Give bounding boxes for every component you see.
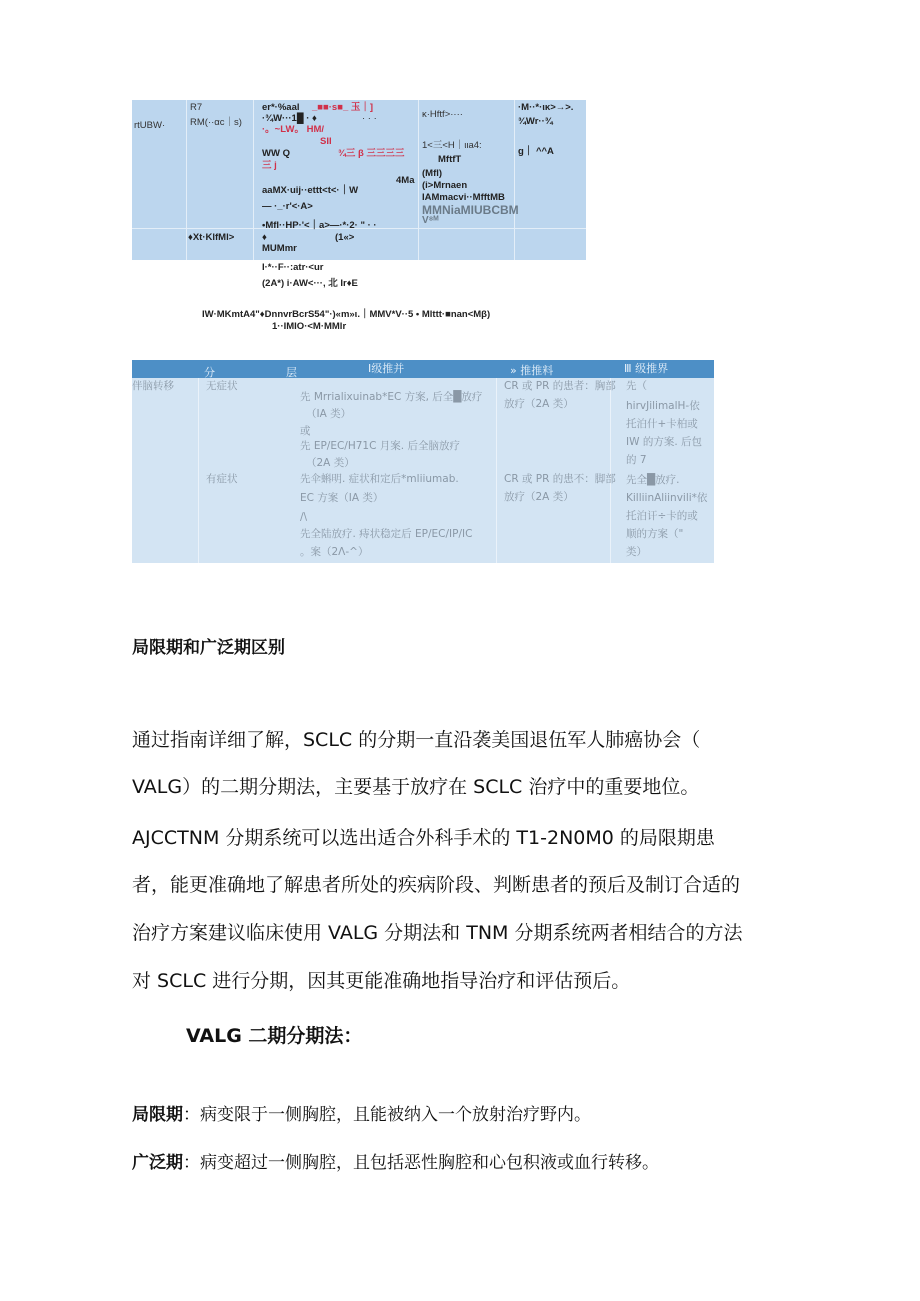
table-cell: R7 bbox=[190, 102, 203, 113]
table-cell: •Mfl··HP·'<｜a>—·*·2· " · · bbox=[262, 220, 377, 231]
table-divider bbox=[514, 100, 515, 260]
table-header-cell: » 推推料 bbox=[510, 364, 554, 377]
table-header-cell: Ⅰ级推并 bbox=[368, 362, 405, 375]
table-cell: RM(··αc｜s) bbox=[190, 117, 242, 128]
table-cell: ¾Wr··¾ bbox=[518, 116, 553, 127]
table-cell: 4Ma bbox=[396, 175, 415, 186]
table-cell: CR 或 PR 的患者：胸部 bbox=[504, 380, 616, 392]
definition-term: 局限期 bbox=[132, 1105, 183, 1125]
table-header bbox=[132, 360, 714, 378]
table-cell: 先 Mrrialixuinab*EC 方案, 后全█放疗 bbox=[300, 391, 483, 403]
definition-limited-stage bbox=[132, 1100, 591, 1125]
table-cell: （IA 类） bbox=[306, 408, 352, 420]
definition-text: ：病变限于一侧胸腔，且能被纳入一个放射治疗野内。 bbox=[183, 1105, 591, 1125]
paragraph-line: 者，能更准确地了解患者所处的疾病阶段、判断患者的预后及制订合适的 bbox=[132, 874, 741, 896]
table-cell: _■■·s■_ 玉｜] bbox=[312, 102, 374, 113]
table-cell: MftfT bbox=[438, 154, 462, 165]
paragraph-line: VALG）的二期分期法，主要基于放疗在 SCLC 治疗中的重要地位。 bbox=[132, 776, 700, 798]
table-cell: 先伞蝌明. 症状和定后*mliiumab. bbox=[300, 473, 459, 485]
table-cell: aaMX·uij··ettt<t<·｜W bbox=[262, 185, 359, 196]
guideline-table-brain-metastasis bbox=[132, 360, 714, 563]
table-cell: EC 方案（IA 类） bbox=[300, 492, 384, 504]
table-cell: ·。~LW。 HM/ bbox=[262, 124, 325, 135]
table-cell: 托泊什+卡柏或 bbox=[626, 418, 698, 430]
table-cell: 先 EP/EC/H71C 月案. 后全脑放疗 bbox=[300, 440, 460, 452]
table-cell: 先（ bbox=[626, 380, 647, 392]
table-cell: ♦ bbox=[262, 232, 267, 243]
table-cell: CR 或 PR 的患不：脚部 bbox=[504, 473, 616, 485]
table-cell: 。案（2Λ-^） bbox=[300, 546, 369, 558]
table-cell: IW 的方案. 后包 bbox=[626, 436, 702, 448]
table-cell: — ·_·r'<·A> bbox=[262, 201, 313, 212]
table-cell: (Mfl) bbox=[422, 168, 443, 179]
row-sublabel: 有症状 bbox=[206, 473, 238, 485]
table-cell: MMNiaMIUBCBM bbox=[422, 203, 519, 217]
table-divider bbox=[198, 378, 199, 563]
table-header-cell: 分 bbox=[204, 366, 215, 378]
paragraph-line: 通过指南详细了解，SCLC 的分期一直沿袭美国退伍军人肺癌协会（ bbox=[132, 729, 701, 751]
table-note: 1··IMIO·<M·MMlr bbox=[272, 321, 347, 332]
table-cell: （2A 类） bbox=[306, 457, 355, 469]
table-cell: 的 7 bbox=[626, 454, 647, 466]
table-cell: 托泊讦÷卡的或 bbox=[626, 510, 698, 522]
table-cell: ·M··*·ικ>→>. bbox=[518, 102, 574, 113]
table-cell: g｜ ^^A bbox=[518, 146, 554, 157]
section-heading: 局限期和广泛期区别 bbox=[132, 638, 285, 658]
table-header-cell: 层 bbox=[286, 366, 297, 378]
table-cell: hirvJilimalH-依 bbox=[626, 400, 700, 412]
table-divider bbox=[186, 100, 187, 260]
guideline-table-scan-1 bbox=[132, 100, 586, 260]
definition-extensive-stage bbox=[132, 1148, 659, 1173]
table-cell: MUMmr bbox=[262, 243, 297, 254]
table-cell: SII bbox=[320, 136, 332, 147]
definition-text: ：病变超过一侧胸腔，且包括恶性胸腔和心包积液或血行转移。 bbox=[183, 1153, 659, 1173]
table-cell: rtUBW· bbox=[134, 120, 166, 131]
table-cell: 放疗（2A 类） bbox=[504, 491, 574, 503]
table-cell: 类） bbox=[626, 546, 647, 558]
subheading: VALG 二期分期法： bbox=[186, 1025, 363, 1047]
paragraph-line: AJCCTNM 分期系统可以选出适合外科手术的 T1-2N0M0 的局限期患 bbox=[132, 827, 715, 849]
table-note: (2A*) i·AW<···, 北 Ir♦E bbox=[262, 278, 358, 289]
row-sublabel: 无症状 bbox=[206, 380, 238, 392]
table-cell: WW Q bbox=[262, 148, 290, 159]
table-cell: ¾三 β 三三三三 bbox=[338, 148, 405, 159]
table-cell: κ·Hftf>···· bbox=[422, 109, 463, 120]
table-cell: KilliinAliinvili*依 bbox=[626, 492, 708, 504]
table-cell: 顺的方案（" bbox=[626, 528, 684, 540]
table-cell: er*·%aal bbox=[262, 102, 300, 113]
table-header-cell: Ⅲ 级推界 bbox=[624, 362, 669, 375]
table-divider bbox=[253, 100, 254, 260]
table-cell: (1«> bbox=[335, 232, 355, 243]
table-cell: ·¾W···1█ · ♦ bbox=[262, 113, 317, 124]
table-cell: 或 bbox=[300, 425, 311, 437]
table-note: IW·MKmtA4"♦DnnvrBcrS54"·)«m»ι.｜MMV*V··5 • Mlttt·■nan<Mβ) bbox=[202, 309, 491, 320]
row-label: 伴脑转移 bbox=[132, 380, 174, 392]
table-cell: (i>Mrnaen bbox=[422, 180, 468, 191]
table-cell: 先全陆放疗. 痔状稳定后 EP/EC/IP/IC bbox=[300, 528, 473, 540]
paragraph-line: 治疗方案建议临床使用 VALG 分期法和 TNM 分期系统两者相结合的方法 bbox=[132, 922, 743, 944]
table-cell: ♦Xt·KlfMl> bbox=[188, 232, 235, 243]
table-cell: ∕\ bbox=[300, 511, 308, 523]
definition-term: 广泛期 bbox=[132, 1153, 183, 1173]
paragraph-line: 对 SCLC 进行分期，因其更能准确地指导治疗和评估预后。 bbox=[132, 970, 631, 992]
table-cell: 1<三<H｜ιιa4: bbox=[422, 140, 482, 151]
table-cell: V⁸ᴹ bbox=[422, 215, 439, 226]
table-cell: · · · bbox=[362, 113, 377, 124]
table-cell: 放疗（2A 类） bbox=[504, 398, 574, 410]
table-divider bbox=[418, 100, 419, 260]
table-cell: 先全█放疗. bbox=[626, 474, 680, 486]
table-divider bbox=[496, 378, 497, 563]
table-cell: 三 j bbox=[262, 160, 277, 171]
table-cell: IAMmacvi··MfftMB bbox=[422, 192, 505, 203]
table-note: I·*··F··:atr·<ur bbox=[262, 262, 324, 273]
